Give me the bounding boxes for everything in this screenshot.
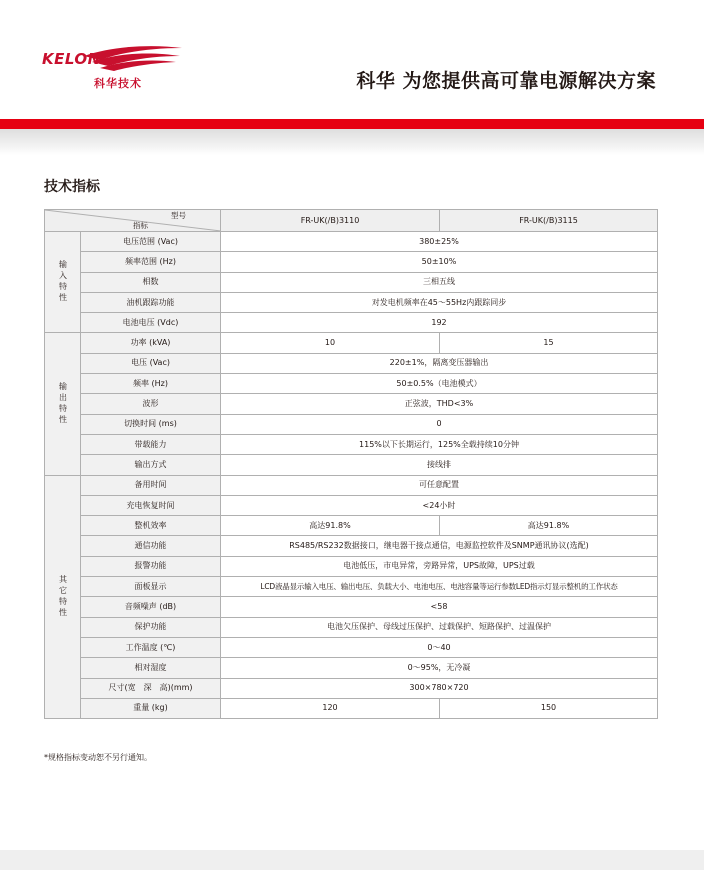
table-row bbox=[45, 637, 658, 657]
row-value-model-2: 150 bbox=[440, 698, 658, 718]
footnote: *规格指标变动恕不另行通知。 bbox=[44, 753, 152, 762]
slogan: 科华 为您提供高可靠电源解决方案 bbox=[356, 70, 656, 92]
section-title: 技术指标 bbox=[44, 179, 100, 195]
table-row bbox=[45, 698, 658, 718]
row-value: 电池欠压保护、母线过压保护、过载保护、短路保护、过温保护 bbox=[221, 617, 658, 637]
table-row bbox=[45, 374, 658, 394]
row-value: 50±10% bbox=[221, 252, 658, 272]
table-row bbox=[45, 394, 658, 414]
row-value: 接线排 bbox=[221, 455, 658, 475]
table-row bbox=[45, 272, 658, 292]
row-value: 0～95%，无冷凝 bbox=[221, 658, 658, 678]
row-value: 三相五线 bbox=[221, 272, 658, 292]
row-label: 带载能力 bbox=[81, 434, 221, 454]
table-row bbox=[45, 536, 658, 556]
row-label: 尺寸(宽 深 高)(mm) bbox=[81, 678, 221, 698]
row-label: 备用时间 bbox=[81, 475, 221, 495]
row-label: 工作温度 (℃) bbox=[81, 637, 221, 657]
row-label: 电压范围 (Vac) bbox=[81, 232, 221, 252]
header-gray-band bbox=[0, 129, 704, 155]
table-row bbox=[45, 252, 658, 272]
spec-table bbox=[44, 209, 658, 719]
table-row bbox=[45, 577, 658, 597]
row-value: 220±1%，隔离变压器输出 bbox=[221, 353, 658, 373]
table-row bbox=[45, 516, 658, 536]
row-label: 频率范围 (Hz) bbox=[81, 252, 221, 272]
row-value: 192 bbox=[221, 313, 658, 333]
group-output: 输出特性 bbox=[45, 333, 81, 475]
table-row bbox=[45, 333, 658, 353]
row-value: 可任意配置 bbox=[221, 475, 658, 495]
table-row bbox=[45, 556, 658, 576]
table-row bbox=[45, 434, 658, 454]
header-spec-label: 指标 bbox=[133, 221, 148, 230]
row-value: LCD液晶显示输入电压、输出电压、负载大小、电池电压、电池容量等运行参数LED指示灯显示整机的工作状态 bbox=[221, 577, 658, 597]
table-row bbox=[45, 455, 658, 475]
table-row bbox=[45, 292, 658, 312]
table-row bbox=[45, 597, 658, 617]
row-value: 0 bbox=[221, 414, 658, 434]
row-label: 整机效率 bbox=[81, 516, 221, 536]
row-value-model-2: 高达91.8% bbox=[440, 516, 658, 536]
row-label: 切换时间 (ms) bbox=[81, 414, 221, 434]
row-value-model-1: 120 bbox=[221, 698, 440, 718]
row-value: 300×780×720 bbox=[221, 678, 658, 698]
row-label: 保护功能 bbox=[81, 617, 221, 637]
row-label: 通信功能 bbox=[81, 536, 221, 556]
header-red-bar bbox=[0, 119, 704, 129]
row-label: 充电恢复时间 bbox=[81, 495, 221, 515]
row-label: 功率 (kVA) bbox=[81, 333, 221, 353]
row-label: 输出方式 bbox=[81, 455, 221, 475]
header-diagonal-cell bbox=[45, 210, 221, 232]
page-header bbox=[0, 0, 704, 118]
table-row bbox=[45, 353, 658, 373]
row-value: <58 bbox=[221, 597, 658, 617]
row-label: 油机跟踪功能 bbox=[81, 292, 221, 312]
row-label: 电池电压 (Vdc) bbox=[81, 313, 221, 333]
row-value: 50±0.5%（电池模式） bbox=[221, 374, 658, 394]
row-label: 报警功能 bbox=[81, 556, 221, 576]
row-value: 正弦波，THD<3% bbox=[221, 394, 658, 414]
row-label: 音频噪声 (dB) bbox=[81, 597, 221, 617]
row-value: 380±25% bbox=[221, 232, 658, 252]
table-row bbox=[45, 313, 658, 333]
row-label: 电压 (Vac) bbox=[81, 353, 221, 373]
model-header-2: FR-UK(/B)3115 bbox=[440, 210, 658, 232]
row-value: <24小时 bbox=[221, 495, 658, 515]
table-header-row bbox=[45, 210, 658, 232]
table-row bbox=[45, 475, 658, 495]
row-value: 对发电机频率在45～55Hz内跟踪同步 bbox=[221, 292, 658, 312]
table-row bbox=[45, 232, 658, 252]
group-other: 其它特性 bbox=[45, 475, 81, 719]
row-label: 波形 bbox=[81, 394, 221, 414]
row-label: 相对湿度 bbox=[81, 658, 221, 678]
row-value-model-1: 10 bbox=[221, 333, 440, 353]
footer-band bbox=[0, 850, 704, 870]
kelong-logo bbox=[42, 44, 192, 96]
row-value: 电池低压，市电异常，旁路异常，UPS故障，UPS过载 bbox=[221, 556, 658, 576]
row-value: 115%以下长期运行，125%全载持续10分钟 bbox=[221, 434, 658, 454]
table-row bbox=[45, 658, 658, 678]
row-value-model-2: 15 bbox=[440, 333, 658, 353]
group-input: 输入特性 bbox=[45, 232, 81, 333]
row-label: 面板显示 bbox=[81, 577, 221, 597]
model-header-1: FR-UK(/B)3110 bbox=[221, 210, 440, 232]
table-row bbox=[45, 678, 658, 698]
table-row bbox=[45, 617, 658, 637]
table-row bbox=[45, 414, 658, 434]
row-value: RS485/RS232数据接口，继电器干接点通信，电源监控软件及SNMP通讯协议(选配) bbox=[221, 536, 658, 556]
row-label: 相数 bbox=[81, 272, 221, 292]
row-label: 频率 (Hz) bbox=[81, 374, 221, 394]
row-label: 重量 (kg) bbox=[81, 698, 221, 718]
logo-text-cn: 科华技术 bbox=[94, 77, 142, 90]
logo-text-en: KELONG bbox=[42, 50, 114, 68]
row-value-model-1: 高达91.8% bbox=[221, 516, 440, 536]
row-value: 0～40 bbox=[221, 637, 658, 657]
header-model-label: 型号 bbox=[171, 211, 186, 220]
table-row bbox=[45, 495, 658, 515]
